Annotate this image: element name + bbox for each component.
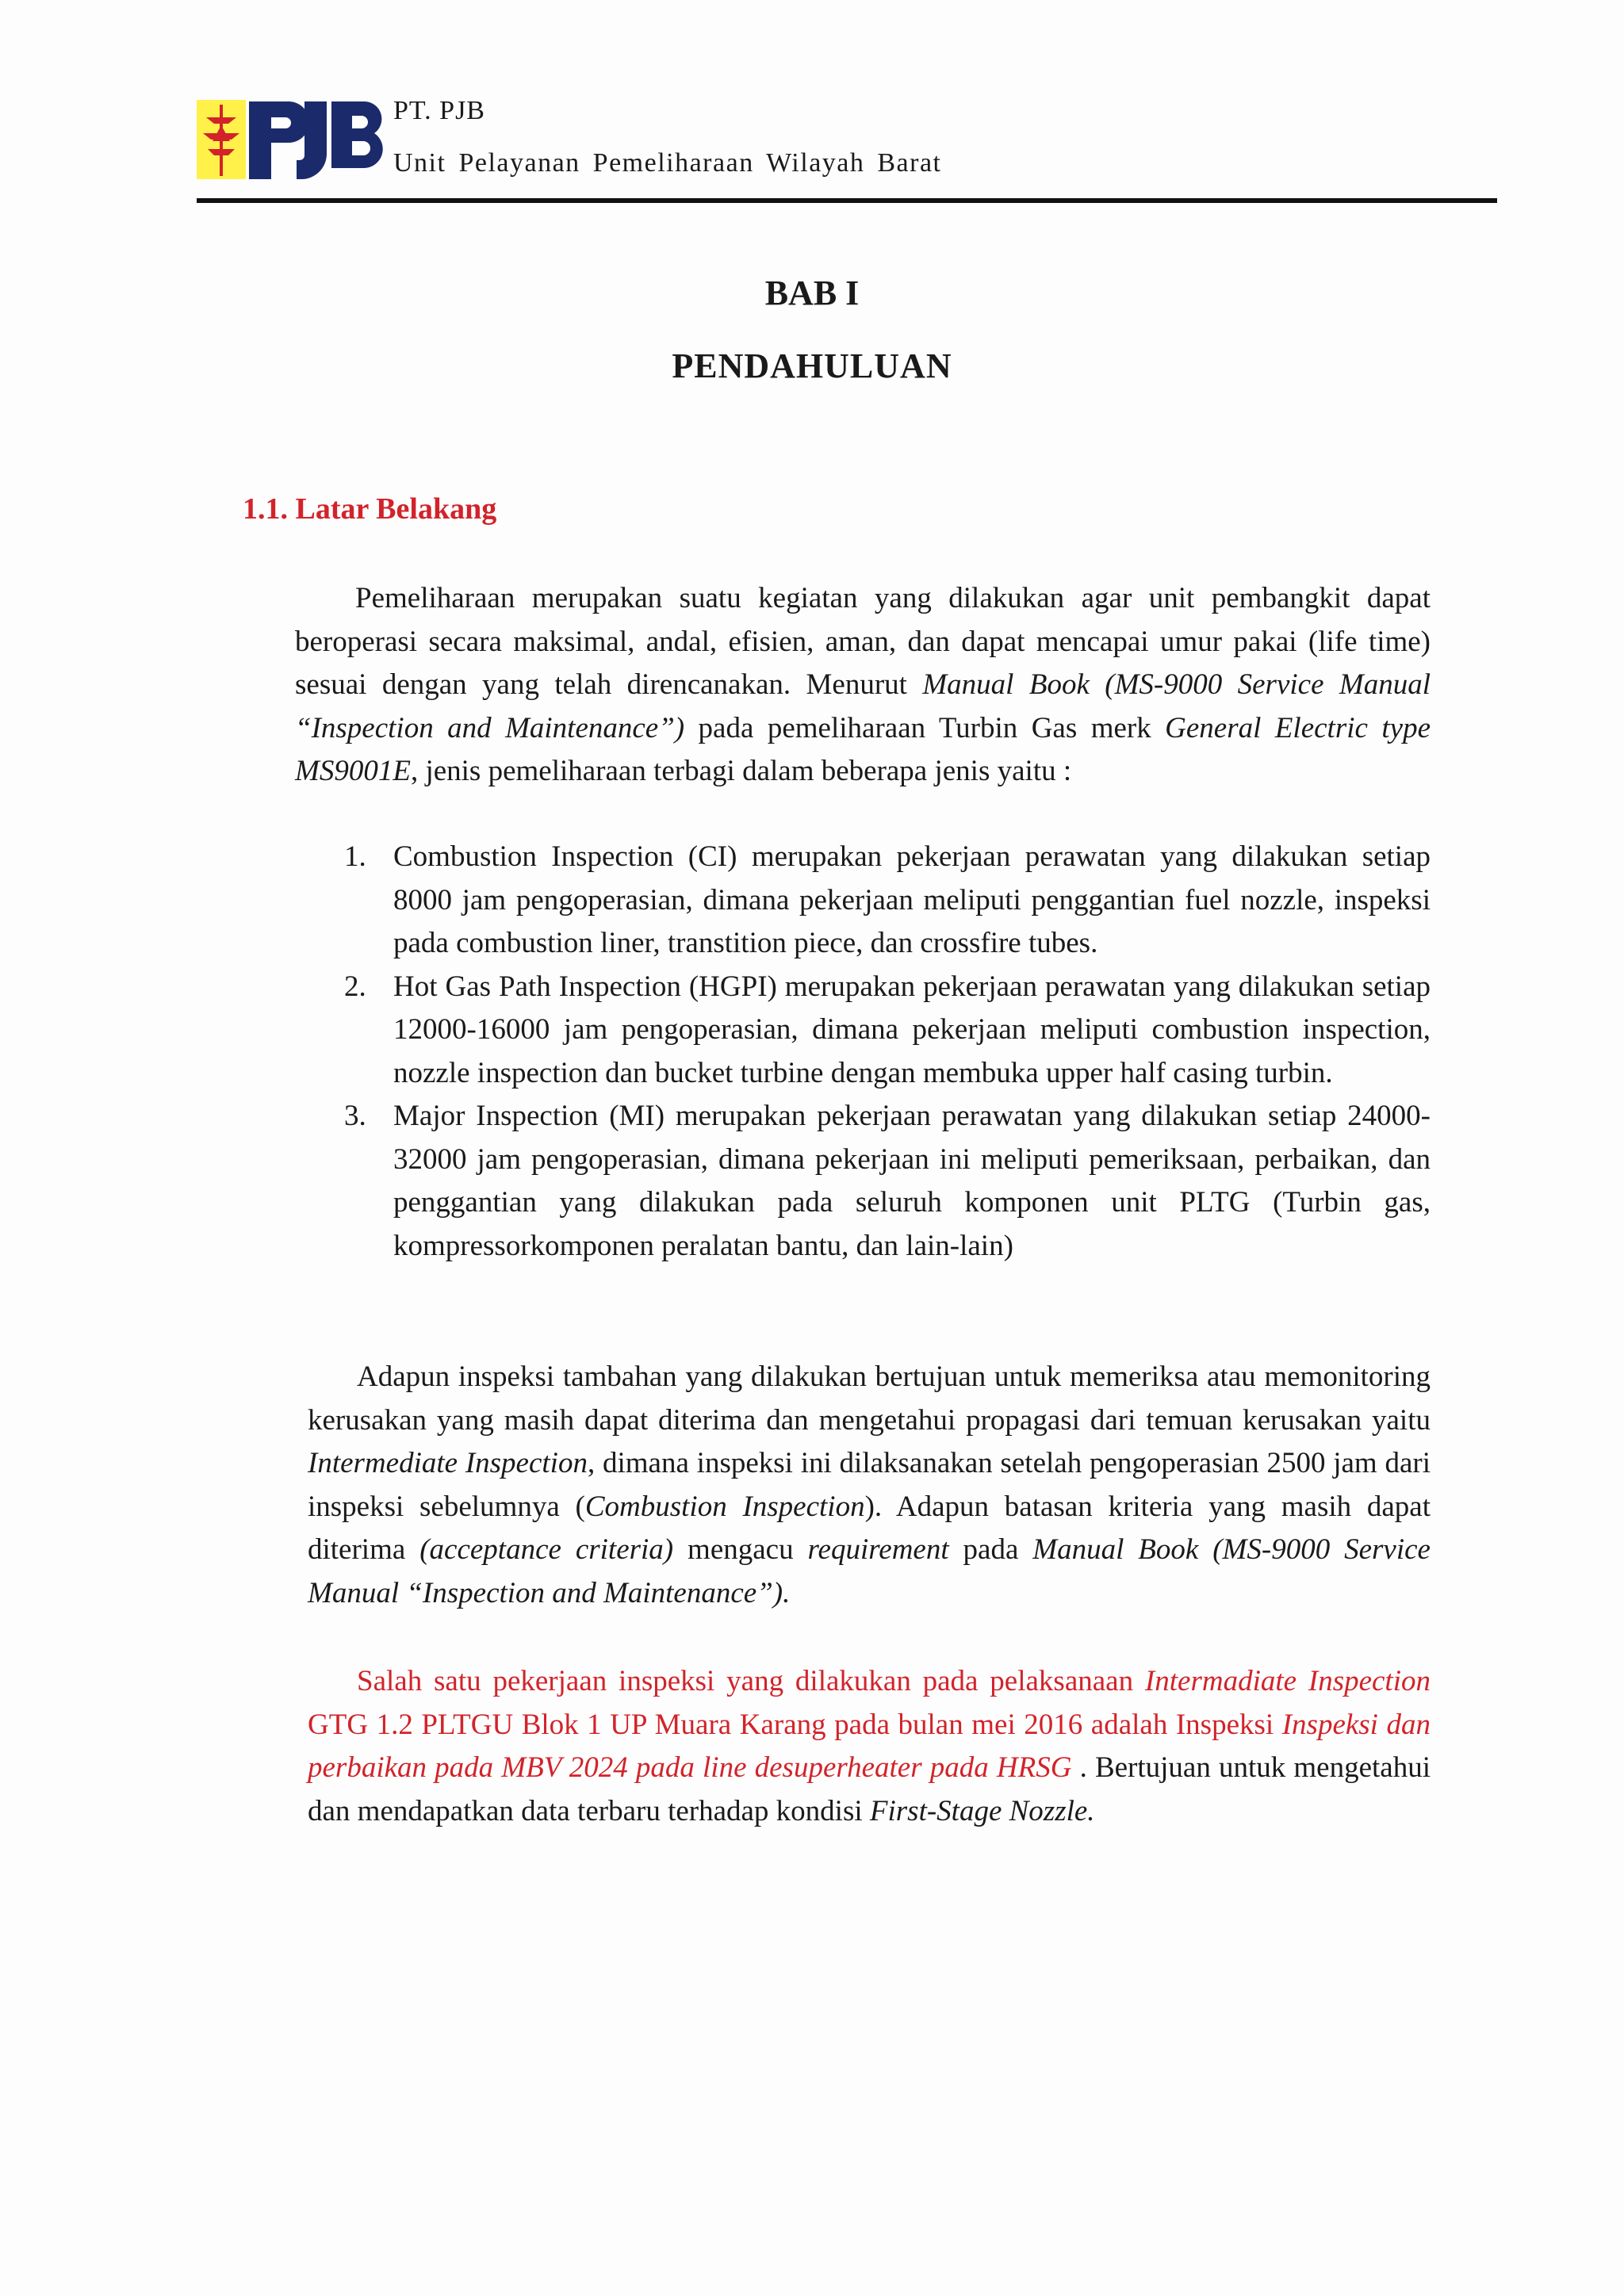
paragraph-intro: Pemeliharaan merupakan suatu kegiatan yang dilakukan agar unit pembangkit dapat beroperasi secara maksimal, andal, efisien, aman, dan dapat mencapai umur pakai (life time) sesuai dengan yang telah direncanakan. Menurut Manual Book (MS-9000 Service Manual “Inspection and Maintenance”) pada pemeliharaan Turbin Gas merk General Electric type MS9001E, jenis pemeliharaan terbagi dalam beberapa jenis yaitu :	[295, 582, 1431, 787]
maintenance-type-list	[295, 836, 1431, 1268]
list-item: 2. Hot Gas Path Inspection (HGPI) merupakan pekerjaan perawatan yang dilakukan setiap 12000-16000 jam pengoperasian, dimana pekerjaan meliputi combustion inspection, nozzle inspection dan bucket turbine dengan membuka upper half casing turbin.	[344, 970, 1431, 1089]
chapter-number: BAB I	[764, 274, 860, 312]
unit-name: Unit Pelayanan Pemeliharaan Wilayah Barat	[393, 148, 942, 178]
header-divider	[197, 198, 1497, 203]
paragraph-inspection-scope: Salah satu pekerjaan inspeksi yang dilakukan pada pelaksanaan Intermadiate Inspection GTG 1.2 PLTGU Blok 1 UP Muara Karang pada bulan mei 2016 adalah Inspeksi Inspeksi dan perbaikan pada MBV 2024 pada line desuperheater pada HRSG . Bertujuan untuk mengetahui dan mendapatkan data terbaru terhadap kondisi First-Stage Nozzle.	[308, 1665, 1431, 1827]
chapter-title: PENDAHULUAN	[672, 346, 952, 385]
list-item: 1. Combustion Inspection (CI) merupakan pekerjaan perawatan yang dilakukan setiap 8000 jam pengoperasian, dimana pekerjaan meliputi penggantian fuel nozzle, inspeksi pada combustion liner, transtition piece, dan crossfire tubes.	[344, 840, 1431, 959]
pjb-logo	[197, 94, 387, 186]
list-item: 3. Major Inspection (MI) merupakan pekerjaan perawatan yang dilakukan setiap 24000-32000 jam pengoperasian, dimana pekerjaan ini meliputi pemeriksaan, perbaikan, dan penggantian yang dilakukan pada seluruh komponen unit PLTG (Turbin gas, kompressorkomponen peralatan bantu, dan lain-lain)	[344, 1100, 1431, 1262]
paragraph-additional-inspection: Adapun inspeksi tambahan yang dilakukan bertujuan untuk memeriksa atau memonitoring kerusakan yang masih dapat diterima dan mengetahui propagasi dari temuan kerusakan yaitu Intermediate Inspection, dimana inspeksi ini dilaksanakan setelah pengoperasian 2500 jam dari inspeksi sebelumnya (Combustion Inspection). Adapun batasan kriteria yang masih dapat diterima (acceptance criteria) mengacu requirement pada Manual Book (MS-9000 Service Manual “Inspection and Maintenance”).	[308, 1360, 1431, 1609]
page-header	[197, 94, 1497, 205]
company-name: PT. PJB	[393, 96, 485, 125]
section-heading: 1.1. Latar Belakang	[243, 492, 497, 526]
